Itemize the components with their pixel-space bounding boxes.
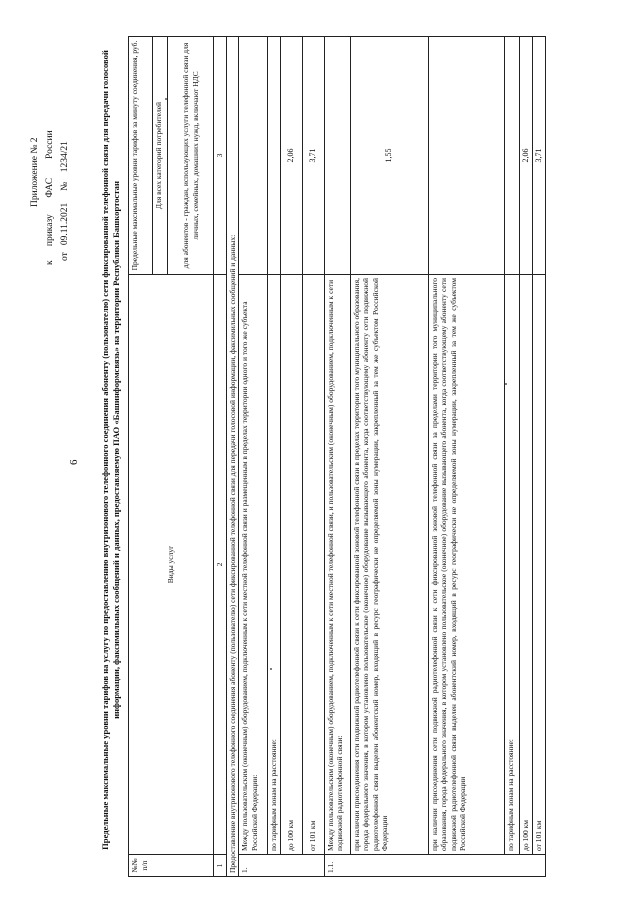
scan-speck (165, 98, 167, 100)
row-number: 1. (239, 855, 325, 877)
row-text: Между пользовательским (оконечным) оборудованием, подключенным к сети местной телефонной связи, и пользовательским (оконечным) оборудованием, подключенным к сети подвижной радиотелефонной связи: (324, 275, 350, 855)
appendix-date-line (58, 25, 73, 265)
section-row (226, 37, 239, 877)
table-row (302, 37, 324, 877)
table-row (239, 37, 268, 877)
row-text: Между пользовательским (оконечным) оборудованием, подключенным к сети местной телефонной связи и размещенным в пределах территории одного и того же субъекта Российской Федерации: (239, 275, 268, 855)
appendix-rossii: России (45, 130, 55, 159)
appendix-date: 09.11.2021 (60, 202, 70, 246)
row-text: при наличии присоединения сети подвижной радиотелефонной связи к сети фиксированной зоновой телефонной связи за пределами территории того муниципального образования, города федерального значения, в котором установлено пользовательское (оконечное) оборудование вызывающего абонента, когда соответствующему абоненту сети подвижной радиотелефонной связи выделен абонентский номер, входящий в ресурс географически не определяемой зоны нумерации, закрепленный за тем же субъектом Российской Федерации (428, 275, 504, 855)
document-title: Предельные максимальные уровни тарифов на услугу по предоставлению внутризонового телефонного соединения абоненту (пользователю) сети фиксированной телефонной связи для передачи голосовой информации, факсимильных сообщений и данных, предоставляемую ПАО «Башинформсвязь» на территории Республики Башкортостан (100, 50, 121, 850)
tariff-value: 1,55 (350, 37, 428, 275)
row-text: от 101 км (302, 275, 324, 855)
appendix-fas: ФАС (45, 177, 55, 198)
table-row (350, 37, 428, 877)
appendix-k: к (45, 260, 55, 265)
index-row (214, 37, 227, 877)
table-row (268, 37, 281, 877)
appendix-title: Приложение № 2 (30, 137, 40, 207)
table-row (532, 37, 545, 877)
appendix-prikazu: приказу (45, 214, 55, 247)
row-text: по тарифным зонам на расстояние: (504, 275, 519, 855)
table-row (280, 37, 302, 877)
tariff-value: 3,71 (302, 37, 324, 275)
tariff-value: 2,06 (280, 37, 302, 275)
index-3: 3 (214, 37, 227, 275)
scan-speck (270, 668, 272, 670)
row-text: при наличии присоединения сети подвижной радиотелефонной связи к сети фиксированной зоновой телефонной связи в пределах территории того муниципального образования, города федерального значения, в котором установлено пользовательское (оконечное) оборудование вызывающего абонента, когда соответствующему абоненту сети подвижной радиотелефонной связи выделен абонентский номер, входящий в ресурс географически не определяемой зоны нумерации, закрепленный за тем же субъектом Российской Федерации (350, 275, 428, 855)
header-num: №№ п/п (129, 855, 214, 877)
section-heading: Предоставление внутризонового телефонного соединения абоненту (пользователю) сети фиксированной телефонной связи для передачи голосовой информации, факсимильных сообщений и данных: (226, 37, 239, 877)
tariff-value: 2,06 (519, 37, 532, 275)
row-number: 1.1. (324, 855, 545, 877)
header-all-categories: Для всех категорий потребителей (153, 37, 168, 275)
index-2: 2 (214, 275, 227, 855)
appendix-ot: от (60, 252, 70, 261)
header-row-1 (129, 37, 153, 877)
row-text: от 101 км (532, 275, 545, 855)
table-row (428, 37, 504, 877)
appendix-order-number: 1234/21 (60, 141, 70, 173)
row-text: по тарифным зонам на расстояние: (268, 275, 281, 855)
page-number: 6 (68, 459, 80, 465)
tariff-value: 3,71 (532, 37, 545, 275)
tariff-table (128, 36, 546, 877)
appendix-block (28, 25, 73, 265)
table-row (519, 37, 532, 877)
header-tariff: Предельные максимальные уровни тарифов за минуту соединения, руб. (129, 37, 153, 275)
index-1: 1 (214, 855, 227, 877)
header-abonents: для абонентов - граждан, использующих услуги телефонной связи для личных, семейных, домашних нужд, включают НДС (168, 37, 214, 275)
table-row (504, 37, 519, 877)
row-text: до 100 км (519, 275, 532, 855)
appendix-order-line (43, 25, 58, 265)
row-text: до 100 км (280, 275, 302, 855)
table-row (324, 37, 350, 877)
header-service: Виды услуг (129, 275, 214, 855)
appendix-no-sign: № (60, 181, 70, 191)
scan-speck (505, 383, 507, 385)
